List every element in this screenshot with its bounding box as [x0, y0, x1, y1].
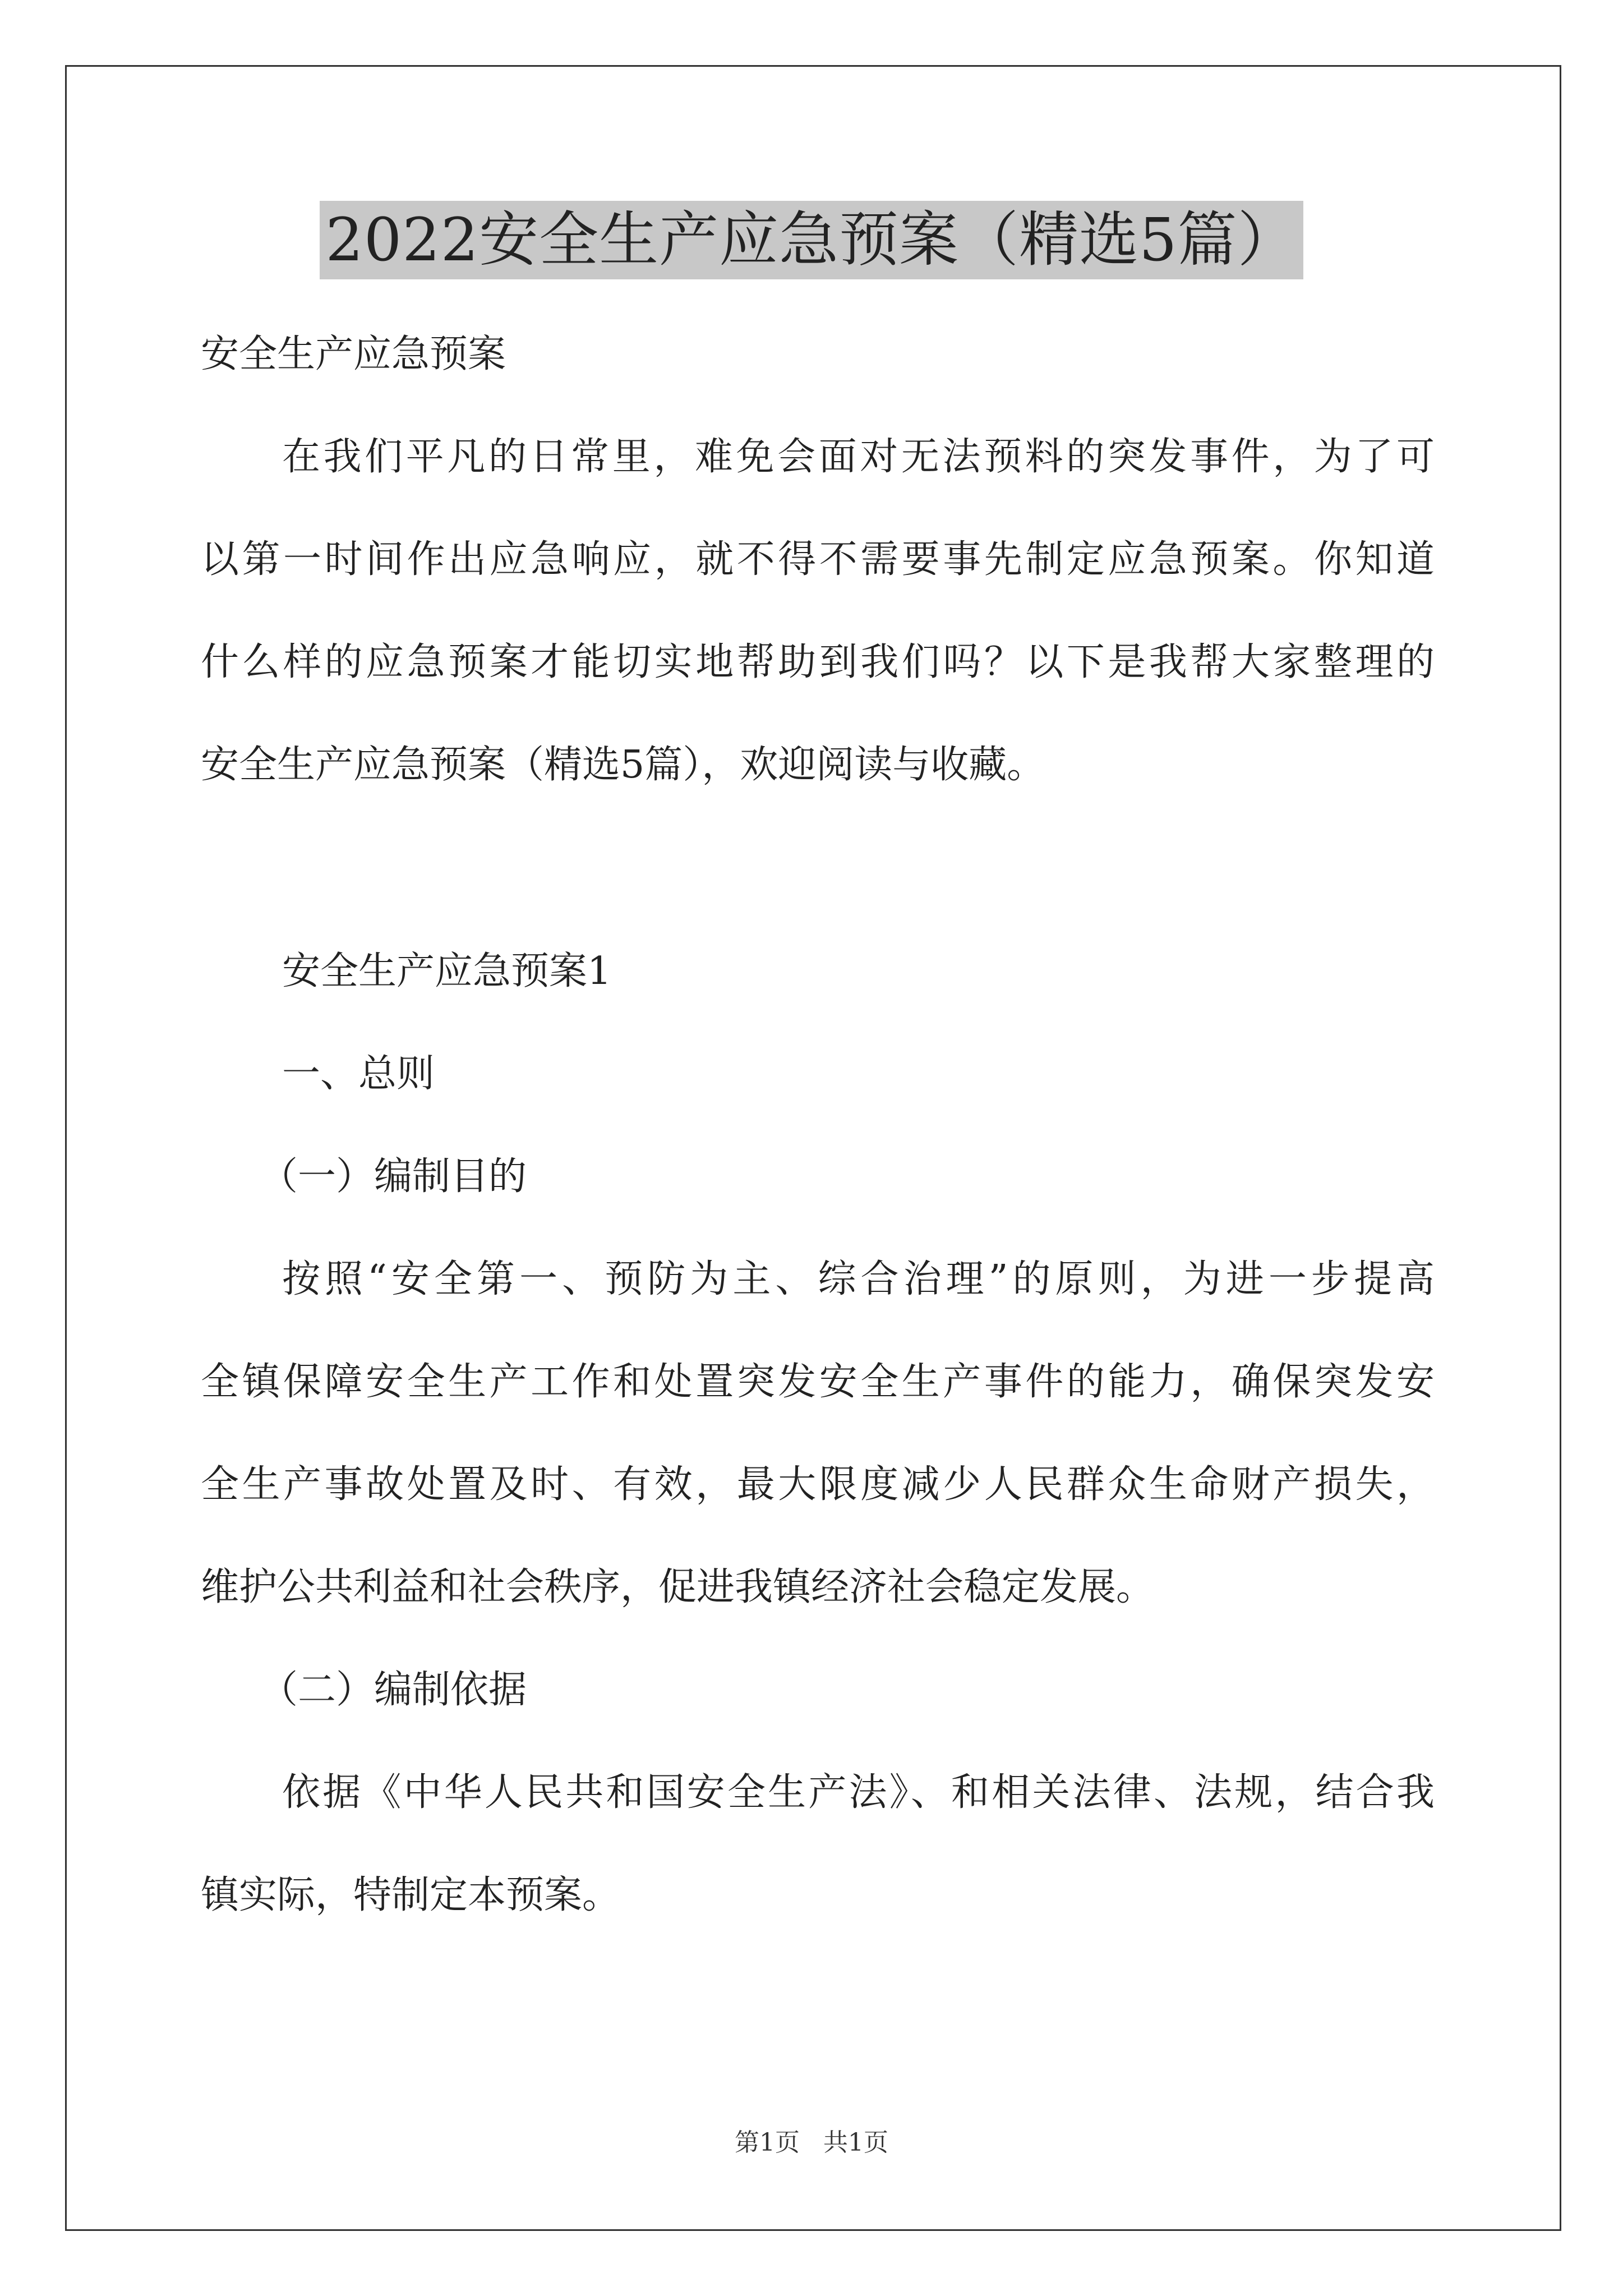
document-body [201, 303, 1435, 1947]
chapter-heading: 一、总则 [282, 1052, 435, 1096]
intro-line: 什么样的应急预案才能切实地帮助到我们吗？以下是我帮大家整理的 [201, 640, 1435, 684]
body-line: 按照“安全第一、预防为主、综合治理”的原则，为进一步提高 [282, 1257, 1435, 1301]
paragraph-gap [201, 816, 1435, 920]
body-line: 维护公共利益和社会秩序，促进我镇经济社会稳定发展。 [201, 1565, 1155, 1609]
subsection-heading: （一）编制目的 [260, 1154, 527, 1199]
body-line: 全镇保障安全生产工作和处置突发安全生产事件的能力，确保突发安 [201, 1360, 1435, 1404]
page-footer: 第1页 共1页 [735, 2128, 888, 2157]
subsection-heading: （二）编制依据 [260, 1668, 527, 1712]
title-container [0, 201, 1623, 279]
body-line: 全生产事故处置及时、有效，最大限度减少人民群众生命财产损失， [201, 1462, 1435, 1507]
document-title: 2022安全生产应急预案（精选5篇） [320, 201, 1303, 279]
body-line: 镇实际，特制定本预案。 [201, 1873, 621, 1917]
intro-line: 安全生产应急预案（精选5篇），欢迎阅读与收藏。 [201, 743, 1045, 787]
intro-heading: 安全生产应急预案 [201, 332, 506, 376]
intro-line: 以第一时间作出应急响应，就不得不需要事先制定应急预案。你知道 [201, 537, 1435, 582]
intro-line: 在我们平凡的日常里，难免会面对无法预料的突发事件，为了可 [282, 435, 1435, 479]
body-line: 依据《中华人民共和国安全生产法》、和相关法律、法规，结合我 [282, 1770, 1435, 1815]
section-heading: 安全生产应急预案1 [282, 949, 612, 993]
